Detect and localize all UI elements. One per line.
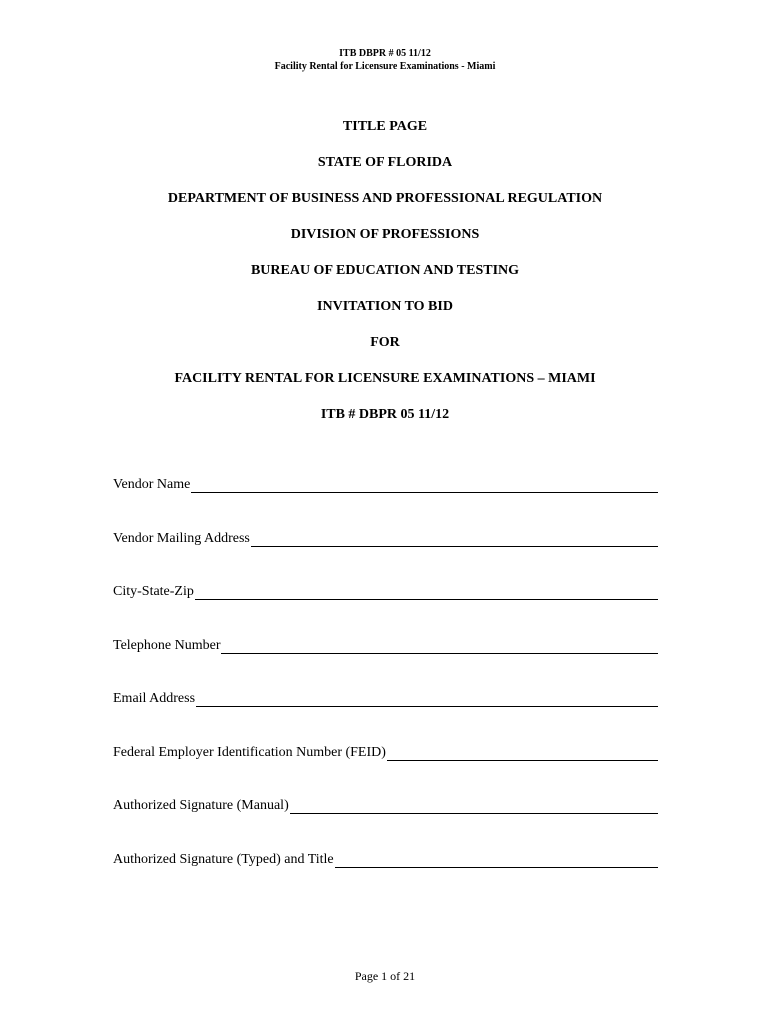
page-header	[0, 47, 770, 73]
vendor-mailing-address-label: Vendor Mailing Address	[113, 530, 250, 546]
title-page-heading: TITLE PAGE	[342, 119, 428, 134]
signature-typed-title-label: Authorized Signature (Typed) and Title	[113, 851, 334, 867]
title-state: STATE OF FLORIDA	[317, 155, 453, 170]
title-invitation: INVITATION TO BID	[317, 299, 453, 314]
header-itb-number: ITB DBPR # 05 11/12	[339, 48, 431, 59]
vendor-name-label: Vendor Name	[113, 477, 191, 492]
vendor-mailing-address-field	[113, 530, 658, 548]
title-bureau: BUREAU OF EDUCATION AND TESTING	[250, 263, 520, 278]
vendor-info-form	[113, 476, 658, 904]
email-address-field	[113, 690, 658, 708]
title-itb-number: ITB # DBPR 05 11/12	[320, 407, 450, 422]
telephone-number-blank[interactable]	[221, 639, 658, 654]
vendor-name-field	[113, 476, 658, 494]
vendor-name-blank[interactable]	[191, 478, 658, 493]
title-for: FOR	[370, 335, 400, 350]
signature-typed-title-blank[interactable]	[335, 853, 658, 868]
title-subject: FACILITY RENTAL FOR LICENSURE EXAMINATIONS – MIAMI	[174, 371, 596, 386]
city-state-zip-field	[113, 583, 658, 601]
vendor-mailing-address-blank[interactable]	[251, 532, 658, 547]
city-state-zip-label: City-State-Zip	[113, 584, 194, 599]
signature-manual-blank[interactable]	[290, 799, 658, 814]
feid-label: Federal Employer Identification Number (FEID)	[113, 744, 386, 760]
title-department: DEPARTMENT OF BUSINESS AND PROFESSIONAL REGULATION	[167, 191, 603, 206]
signature-manual-field	[113, 797, 658, 815]
email-address-label: Email Address	[113, 691, 196, 706]
title-division: DIVISION OF PROFESSIONS	[290, 227, 480, 242]
title-block	[0, 118, 770, 442]
feid-blank[interactable]	[387, 746, 658, 761]
email-address-blank[interactable]	[196, 692, 658, 707]
page-number: Page 1 of 21	[354, 969, 416, 983]
telephone-number-label: Telephone Number	[113, 637, 221, 653]
signature-manual-label: Authorized Signature (Manual)	[113, 798, 289, 813]
city-state-zip-blank[interactable]	[195, 585, 658, 600]
feid-field	[113, 744, 658, 762]
telephone-number-field	[113, 637, 658, 655]
signature-typed-title-field	[113, 851, 658, 869]
header-subject: Facility Rental for Licensure Examinations - Miami	[274, 61, 496, 72]
